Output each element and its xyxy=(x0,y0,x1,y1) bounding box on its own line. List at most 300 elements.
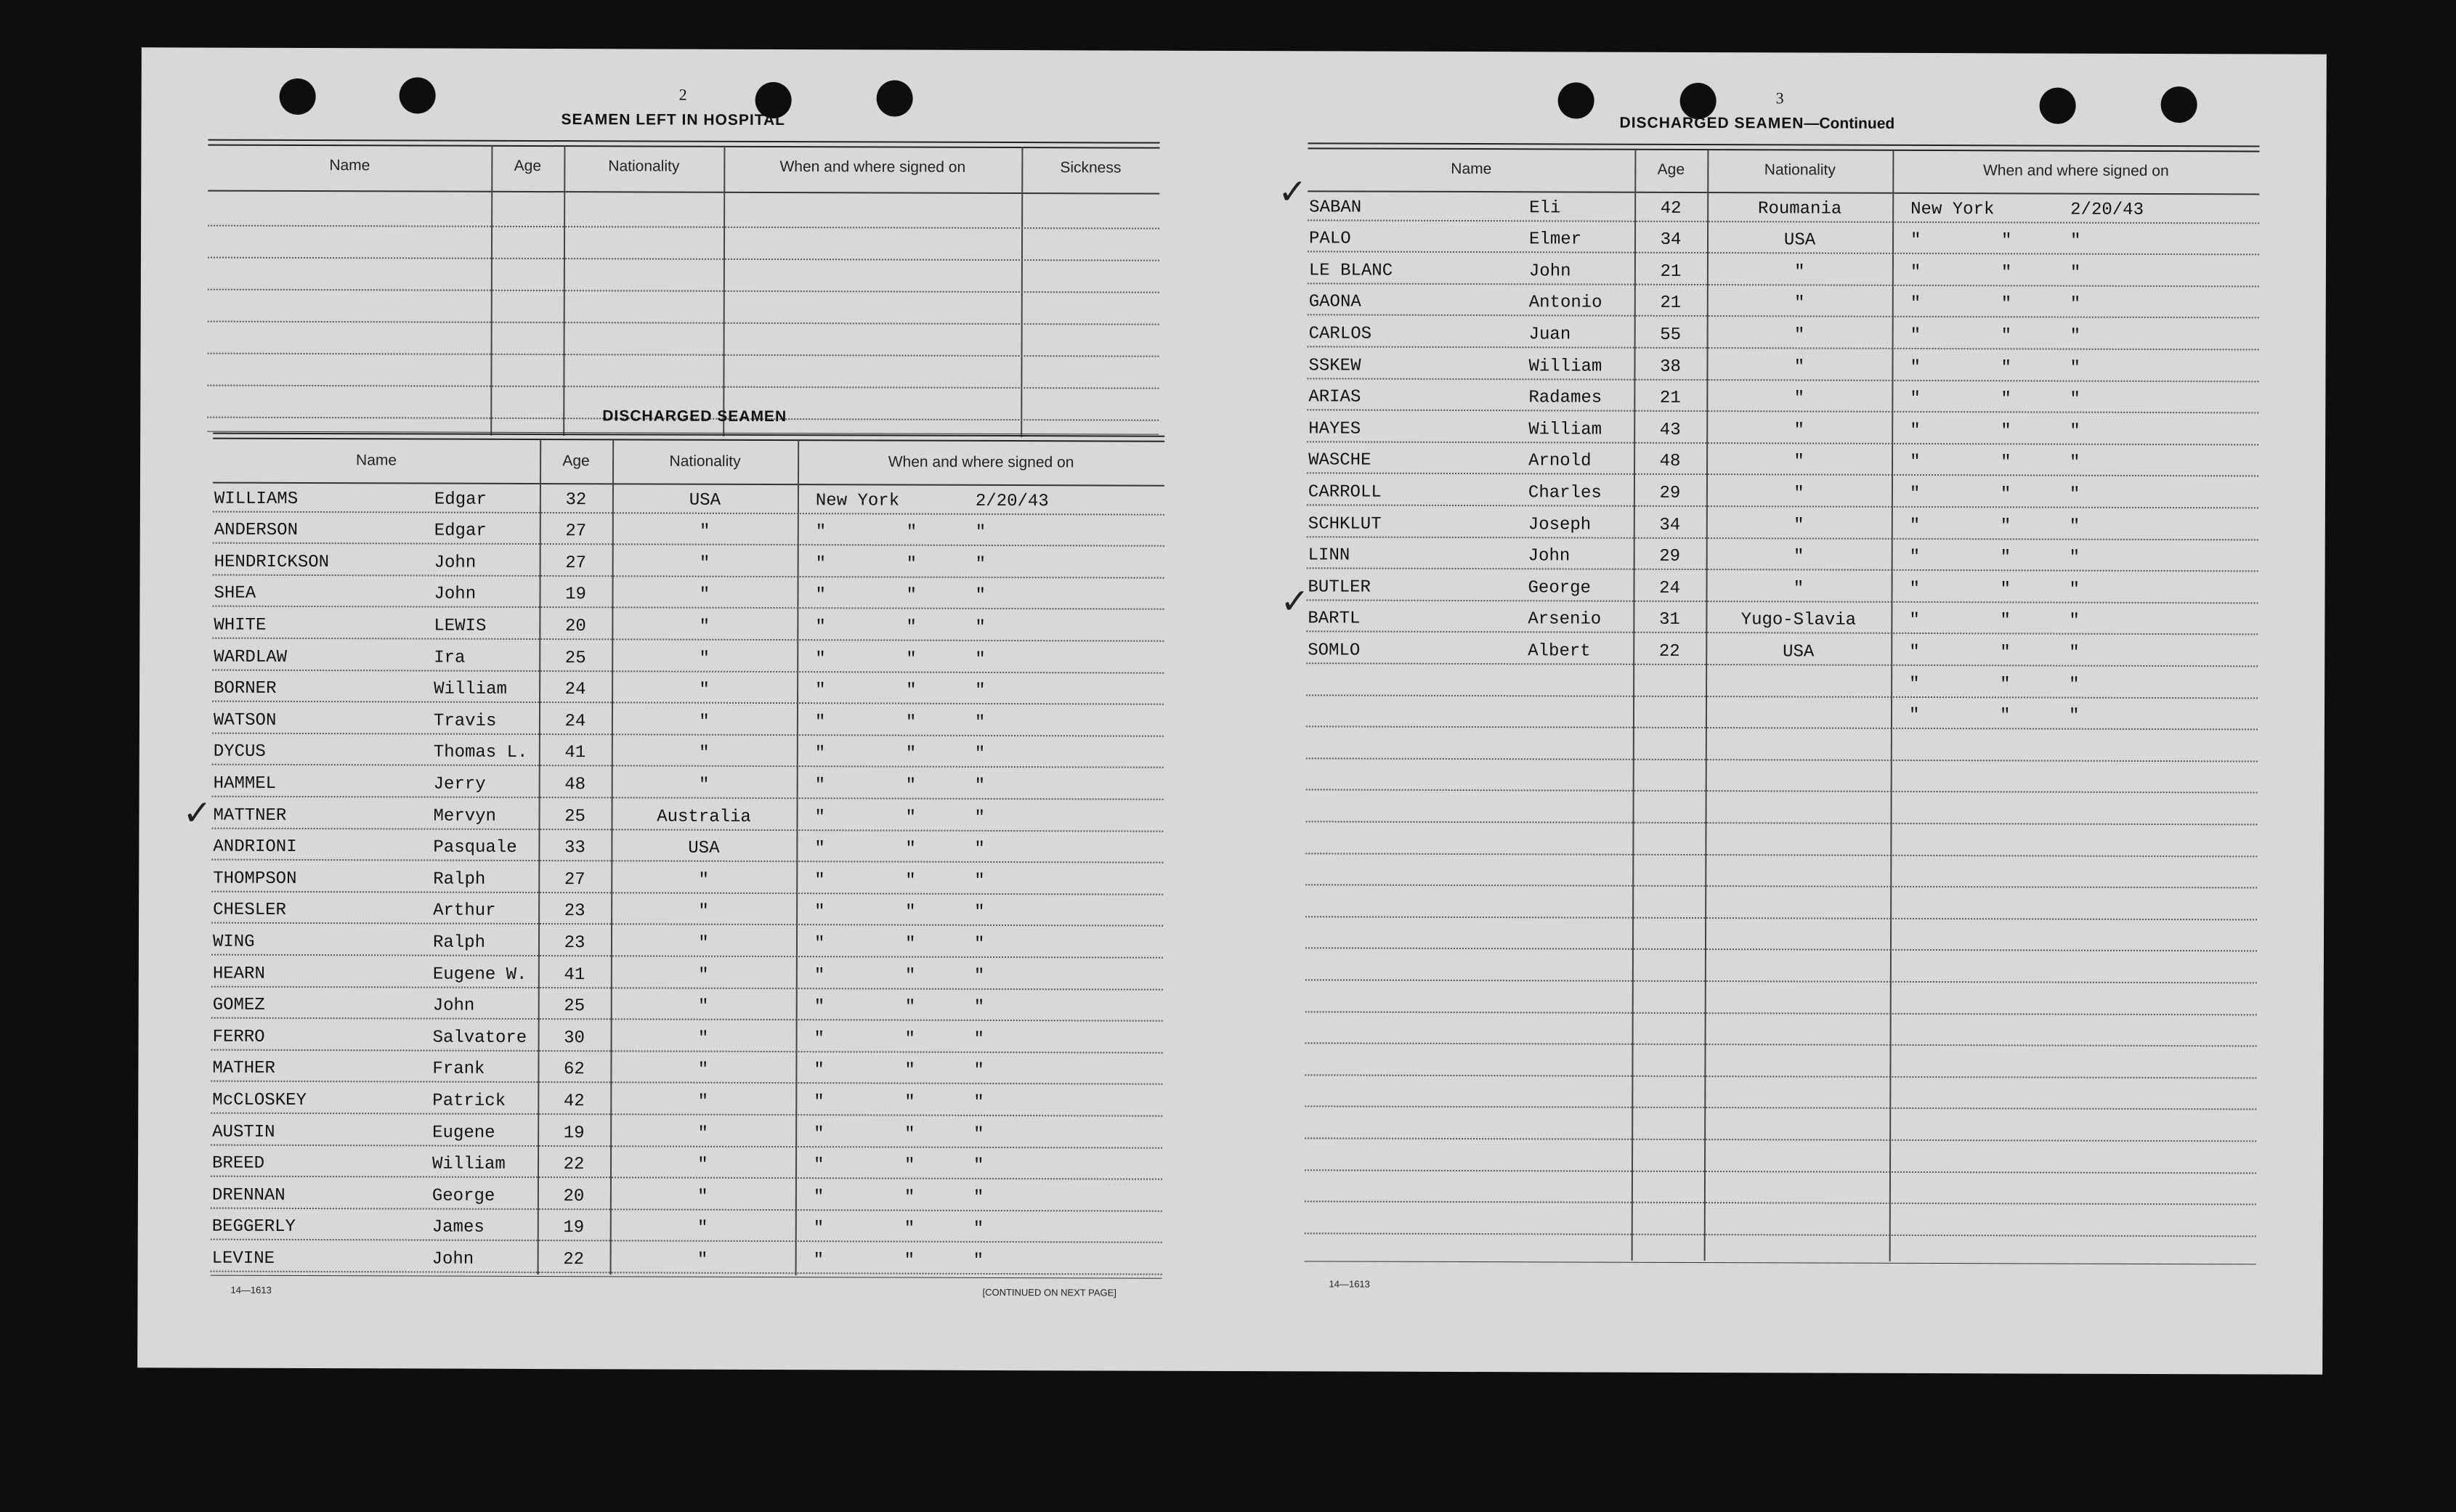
cell-date: " xyxy=(973,1124,984,1145)
cell-p2: " xyxy=(905,839,916,859)
cell-age: 24 xyxy=(564,711,586,732)
table-row xyxy=(213,489,1164,513)
cell-nat: " xyxy=(697,996,709,1017)
table-row xyxy=(1308,229,2259,254)
left-header-signed-on: When and where signed on xyxy=(888,453,1074,471)
table-row xyxy=(213,521,1164,545)
cell-surname xyxy=(1308,704,1525,705)
cell-date: " xyxy=(2070,263,2081,283)
table-row xyxy=(211,932,1163,957)
cell-place: " xyxy=(815,585,826,606)
table-row xyxy=(1308,324,2259,349)
right-header-age: Age xyxy=(1657,160,1685,178)
cell-nat: " xyxy=(1794,420,1804,441)
cell-place: " xyxy=(813,1155,824,1176)
cell-given: William xyxy=(434,679,507,700)
cell-age: 20 xyxy=(564,617,586,637)
cell-p2: " xyxy=(905,808,916,828)
check-mark: ✓ xyxy=(182,792,212,834)
cell-p2: " xyxy=(904,934,916,954)
cell-place: " xyxy=(813,1187,824,1208)
table-row xyxy=(211,1154,1162,1179)
cell-nat: Australia xyxy=(657,807,751,827)
cell-surname xyxy=(1308,672,1525,673)
table-row xyxy=(211,901,1163,925)
cell-surname: LEVINE xyxy=(211,1248,275,1269)
table-row xyxy=(1307,514,2258,539)
cell-given: William xyxy=(431,1154,506,1175)
cell-place: " xyxy=(815,617,826,638)
cell-p2: " xyxy=(904,1219,915,1240)
cell-nat xyxy=(1706,705,1891,706)
cell-p2: " xyxy=(905,712,917,733)
cell-given: George xyxy=(1528,578,1591,598)
cell-age: 23 xyxy=(564,933,585,954)
cell-date: " xyxy=(974,808,985,828)
cell-place: " xyxy=(1909,548,1921,568)
table-row xyxy=(1308,261,2259,285)
cell-date: " xyxy=(973,1029,985,1049)
cell-surname: HAYES xyxy=(1308,419,1361,439)
cell-surname: WARDLAW xyxy=(214,647,288,667)
hospital-header-name: Name xyxy=(329,157,370,174)
cell-age: 41 xyxy=(564,964,585,985)
cell-surname: GOMEZ xyxy=(212,995,265,1016)
cell-place: " xyxy=(814,934,825,954)
cell-given: Arsenio xyxy=(1528,609,1602,630)
table-row xyxy=(211,869,1163,893)
cell-place: " xyxy=(814,1123,824,1144)
cell-p2: " xyxy=(905,744,917,765)
cell-age: 31 xyxy=(1658,610,1680,630)
cell-age: 43 xyxy=(1659,420,1681,440)
cell-given: John xyxy=(432,996,475,1016)
cell-p2: " xyxy=(2001,452,2011,473)
cell-surname: SABAN xyxy=(1309,197,1362,218)
table-row xyxy=(1306,704,2258,729)
cell-p2: " xyxy=(906,680,917,701)
cell-nat xyxy=(1706,674,1891,675)
cell-given: George xyxy=(431,1186,495,1206)
cell-p2: " xyxy=(2000,674,2011,694)
cell-place: " xyxy=(814,902,825,922)
cell-surname: BUTLER xyxy=(1308,577,1371,598)
cell-surname: ANDERSON xyxy=(214,520,299,541)
cell-date: " xyxy=(973,1061,984,1081)
cell-age: 55 xyxy=(1660,325,1682,345)
cell-place: " xyxy=(1910,389,1921,410)
cell-surname: MATTNER xyxy=(213,805,287,826)
cell-p2: " xyxy=(906,522,917,542)
cell-place: " xyxy=(814,870,825,891)
left-header-age: Age xyxy=(562,452,590,470)
cell-age: 48 xyxy=(1659,452,1681,472)
cell-surname: BREED xyxy=(211,1153,265,1174)
hospital-header-nationality: Nationality xyxy=(608,158,680,175)
cell-p2: " xyxy=(906,649,917,670)
cell-age: 34 xyxy=(1660,230,1682,251)
cell-age: 19 xyxy=(563,1123,585,1143)
cell-given: Mervyn xyxy=(433,806,497,826)
cell-place: New York xyxy=(815,490,900,511)
cell-nat: " xyxy=(697,1155,708,1175)
cell-date: " xyxy=(2069,580,2080,600)
cell-surname: CARLOS xyxy=(1308,324,1372,344)
cell-surname: HAMMEL xyxy=(213,773,277,794)
cell-p2: " xyxy=(906,585,917,606)
cell-date: " xyxy=(974,840,985,860)
cell-nat: " xyxy=(699,744,710,764)
cell-place: " xyxy=(1910,231,1921,251)
cell-p2: " xyxy=(906,554,917,574)
cell-date: " xyxy=(973,1219,984,1240)
cell-nat: " xyxy=(697,1060,709,1081)
cell-nat: USA xyxy=(1783,642,1815,662)
cell-place: " xyxy=(1910,262,1921,283)
cell-date: " xyxy=(974,903,985,923)
cell-given: Travis xyxy=(433,711,497,731)
cell-date: " xyxy=(973,1187,984,1208)
cell-nat: " xyxy=(699,680,710,700)
cell-surname: SSKEW xyxy=(1308,355,1361,376)
cell-given: Charles xyxy=(1528,483,1602,503)
cell-date: " xyxy=(973,966,985,986)
cell-p2: " xyxy=(904,997,916,1017)
cell-place: " xyxy=(814,776,826,796)
table-row xyxy=(212,679,1164,704)
cell-p2: " xyxy=(2000,516,2011,536)
table-row xyxy=(211,1027,1163,1052)
cell-given: Edgar xyxy=(434,489,487,510)
cell-p2: " xyxy=(905,902,916,923)
cell-date: " xyxy=(975,681,986,702)
cell-age: 22 xyxy=(1658,641,1680,662)
cell-given: Jerry xyxy=(433,774,486,794)
cell-nat: " xyxy=(697,1123,708,1144)
cell-date: " xyxy=(2069,643,2080,663)
cell-nat: Roumania xyxy=(1758,198,1842,219)
cell-date: " xyxy=(2069,611,2080,632)
cell-given: Joseph xyxy=(1528,514,1592,535)
table-row xyxy=(1308,198,2259,222)
cell-place: " xyxy=(1909,484,1921,504)
table-row xyxy=(211,837,1163,862)
cell-date: " xyxy=(973,934,985,954)
punch-hole xyxy=(400,77,436,113)
cell-given: William xyxy=(1528,420,1602,440)
cell-place: " xyxy=(813,1251,824,1271)
cell-p2: " xyxy=(2000,484,2011,505)
table-row xyxy=(1307,482,2258,507)
cell-age: 42 xyxy=(563,1092,585,1112)
cell-surname: WASCHE xyxy=(1308,450,1371,471)
check-mark: ✓ xyxy=(1280,581,1310,622)
cell-p2: " xyxy=(2000,580,2011,600)
table-row xyxy=(211,805,1163,830)
cell-age: 21 xyxy=(1659,389,1681,409)
cell-surname: FERRO xyxy=(212,1027,265,1047)
cell-age: 34 xyxy=(1659,515,1681,535)
cell-date: " xyxy=(975,523,986,543)
cell-surname: ANDRIONI xyxy=(213,837,297,858)
cell-given: Pasquale xyxy=(433,837,517,858)
cell-place: " xyxy=(815,522,827,542)
title-main: DISCHARGED SEAMEN xyxy=(1619,114,1804,132)
continued-note: [CONTINUED ON NEXT PAGE] xyxy=(982,1286,1116,1298)
cell-nat: " xyxy=(698,775,710,795)
cell-p2: " xyxy=(2001,357,2011,378)
cell-p2: " xyxy=(2001,231,2012,251)
cell-age: 42 xyxy=(1660,198,1682,219)
title-continued: —Continued xyxy=(1804,115,1895,132)
cell-surname: AUSTIN xyxy=(212,1122,275,1142)
cell-nat: " xyxy=(1794,357,1805,378)
cell-surname: ARIAS xyxy=(1308,387,1361,407)
page-number-right: 3 xyxy=(1775,89,1784,107)
cell-nat: Yugo-Slavia xyxy=(1740,610,1857,631)
cell-p2: " xyxy=(1999,706,2011,726)
cell-surname: PALO xyxy=(1309,229,1351,249)
cell-place: " xyxy=(814,1060,824,1081)
cell-date: " xyxy=(2069,675,2080,695)
discharged-continued-title xyxy=(1620,115,1895,133)
cell-place: " xyxy=(814,997,825,1017)
cell-date: " xyxy=(974,776,986,796)
cell-place: " xyxy=(814,1028,825,1049)
cell-p2: " xyxy=(2001,263,2012,283)
table-row xyxy=(211,1217,1162,1242)
cell-p2: " xyxy=(2000,643,2011,663)
cell-date: " xyxy=(2070,231,2081,251)
table-row xyxy=(1306,577,2258,602)
check-mark: ✓ xyxy=(1278,171,1308,213)
cell-place: " xyxy=(814,1092,824,1113)
cell-surname: WILLIAMS xyxy=(214,489,299,509)
cell-date: " xyxy=(975,649,986,670)
cell-nat: USA xyxy=(689,490,721,511)
cell-given: John xyxy=(431,1249,474,1269)
cell-surname: SOMLO xyxy=(1308,641,1361,661)
hospital-header-age: Age xyxy=(514,157,542,175)
hospital-title: SEAMEN LEFT IN HOSPITAL xyxy=(561,111,786,129)
cell-age: 20 xyxy=(563,1186,585,1206)
cell-p2: " xyxy=(904,1251,915,1271)
table-row xyxy=(211,1122,1162,1147)
cell-surname: GAONA xyxy=(1308,292,1361,312)
cell-age: 25 xyxy=(564,996,585,1017)
cell-place: " xyxy=(1909,642,1920,662)
cell-surname: McCLOSKEY xyxy=(212,1090,307,1110)
table-row xyxy=(1306,641,2258,665)
cell-given: Patrick xyxy=(432,1091,506,1111)
cell-given: Arnold xyxy=(1528,451,1592,471)
cell-given: William xyxy=(1528,356,1602,377)
cell-place: " xyxy=(814,839,825,859)
cell-age: 23 xyxy=(564,901,585,922)
cell-given: Juan xyxy=(1528,325,1571,345)
cell-nat: " xyxy=(697,1219,708,1239)
document-sheet xyxy=(137,47,2327,1374)
cell-date: " xyxy=(974,871,985,891)
cell-p2: " xyxy=(904,1187,915,1208)
form-number-right: 14—1613 xyxy=(1329,1278,1370,1290)
cell-surname: HEARN xyxy=(212,964,265,984)
cell-nat: " xyxy=(1794,452,1804,472)
punch-hole xyxy=(280,78,316,115)
punch-hole xyxy=(1558,82,1594,118)
cell-surname: CARROLL xyxy=(1308,482,1382,503)
cell-place: New York xyxy=(1910,199,1995,219)
cell-place: " xyxy=(813,1219,824,1239)
cell-age: 24 xyxy=(564,680,586,700)
table-row xyxy=(1307,451,2258,476)
cell-nat: " xyxy=(697,1092,709,1112)
cell-nat: USA xyxy=(1783,230,1816,251)
cell-nat: " xyxy=(1794,293,1805,314)
cell-nat: " xyxy=(698,965,709,985)
cell-nat: " xyxy=(697,1028,709,1049)
table-row xyxy=(212,647,1164,672)
right-header-signed-on: When and where signed on xyxy=(1982,162,2169,180)
table-row xyxy=(211,1059,1162,1084)
cell-age: 29 xyxy=(1659,483,1681,503)
cell-given: Salvatore xyxy=(432,1028,527,1048)
cell-surname: DRENNAN xyxy=(211,1185,285,1206)
punch-hole xyxy=(877,80,913,116)
cell-p2: " xyxy=(904,1124,915,1145)
cell-given: Thomas L. xyxy=(433,742,528,763)
form-number-left: 14—1613 xyxy=(230,1284,272,1296)
cell-age: 21 xyxy=(1660,293,1682,314)
cell-surname: CHESLER xyxy=(213,900,287,921)
cell-place: " xyxy=(815,680,826,701)
table-row xyxy=(1307,546,2258,571)
cell-nat: " xyxy=(698,870,710,890)
cell-date: " xyxy=(2068,706,2080,726)
cell-surname: SCHKLUT xyxy=(1308,513,1382,535)
cell-place: " xyxy=(1908,706,1920,726)
right-header-name: Name xyxy=(1451,160,1492,178)
hospital-header-signed-on: When and where signed on xyxy=(779,158,966,176)
cell-date: " xyxy=(2070,453,2080,473)
cell-place: " xyxy=(1909,611,1920,631)
cell-surname: SHEA xyxy=(214,583,256,604)
cell-p2: " xyxy=(2001,294,2012,314)
cell-date: " xyxy=(2069,484,2080,505)
cell-given: John xyxy=(434,584,477,605)
cell-age: 19 xyxy=(565,585,586,605)
cell-p2: " xyxy=(904,1060,915,1081)
cell-date: " xyxy=(974,712,986,733)
cell-given: Edgar xyxy=(434,521,487,541)
cell-nat: " xyxy=(698,933,709,954)
cell-nat: " xyxy=(699,585,710,606)
cell-age: 22 xyxy=(563,1250,585,1270)
cell-date: " xyxy=(973,1156,984,1176)
cell-surname: BEGGERLY xyxy=(211,1216,296,1237)
cell-given: Arthur xyxy=(433,901,496,922)
cell-age: 25 xyxy=(564,806,585,826)
cell-p2: " xyxy=(905,871,916,891)
cell-date: " xyxy=(973,1092,984,1113)
cell-given: Antonio xyxy=(1528,293,1602,313)
cell-surname: THOMPSON xyxy=(213,869,297,889)
cell-p2: " xyxy=(2000,548,2011,568)
table-row xyxy=(1307,388,2258,412)
cell-given: Ralph xyxy=(432,932,486,953)
cell-age: 38 xyxy=(1660,357,1681,377)
cell-place: " xyxy=(1910,420,1921,441)
cell-nat: " xyxy=(1793,547,1804,567)
cell-date: " xyxy=(2069,516,2080,537)
cell-place: " xyxy=(1910,452,1921,473)
cell-age: 24 xyxy=(1659,578,1680,598)
punch-hole xyxy=(2161,86,2197,123)
cell-surname: WING xyxy=(212,932,255,952)
cell-surname: BARTL xyxy=(1308,609,1361,629)
cell-p2: " xyxy=(904,966,916,986)
cell-p2: " xyxy=(2001,421,2011,442)
cell-nat: USA xyxy=(688,838,720,858)
cell-date: " xyxy=(973,1251,984,1271)
cell-date: " xyxy=(2070,389,2080,410)
cell-place: " xyxy=(1910,294,1921,314)
discharged-table-left xyxy=(210,433,1164,1300)
cell-date: 2/20/43 xyxy=(975,491,1049,511)
cell-age: 62 xyxy=(563,1060,585,1080)
table-row xyxy=(212,584,1164,609)
cell-place: " xyxy=(1909,579,1920,599)
cell-given: Eugene xyxy=(432,1123,495,1143)
discharged-table-right xyxy=(1304,142,2259,1322)
cell-p2: " xyxy=(905,776,917,796)
table-row xyxy=(213,552,1164,577)
cell-date: " xyxy=(2069,548,2080,568)
cell-p2: " xyxy=(904,1029,916,1049)
cell-nat: " xyxy=(1794,262,1805,283)
punch-hole xyxy=(1680,83,1717,119)
cell-date: " xyxy=(2070,421,2080,442)
cell-nat: " xyxy=(699,553,710,574)
cell-surname: WATSON xyxy=(213,710,277,731)
cell-given: Eli xyxy=(1529,198,1561,219)
cell-date: 2/20/43 xyxy=(2070,200,2144,220)
cell-p2: " xyxy=(906,617,917,638)
cell-nat: " xyxy=(1794,389,1805,409)
punch-hole xyxy=(2040,87,2076,123)
cell-p2: " xyxy=(2000,611,2011,631)
cell-age: 48 xyxy=(564,775,586,795)
table-row xyxy=(211,964,1163,988)
table-row xyxy=(211,1185,1162,1210)
cell-nat: " xyxy=(1794,516,1804,536)
cell-age: 22 xyxy=(563,1155,585,1175)
cell-given: John xyxy=(1528,261,1571,282)
cell-age: 33 xyxy=(564,838,585,858)
cell-date: " xyxy=(973,998,985,1018)
cell-place: " xyxy=(814,807,825,827)
table-row xyxy=(1306,609,2258,634)
cell-age: 30 xyxy=(564,1028,585,1048)
table-row xyxy=(1308,293,2259,317)
table-row xyxy=(211,996,1163,1020)
cell-place: " xyxy=(814,965,825,985)
cell-age: 32 xyxy=(565,489,587,510)
left-header-name: Name xyxy=(356,452,397,469)
table-row xyxy=(211,1091,1162,1115)
cell-nat: " xyxy=(699,712,710,732)
cell-place: " xyxy=(1909,674,1920,694)
